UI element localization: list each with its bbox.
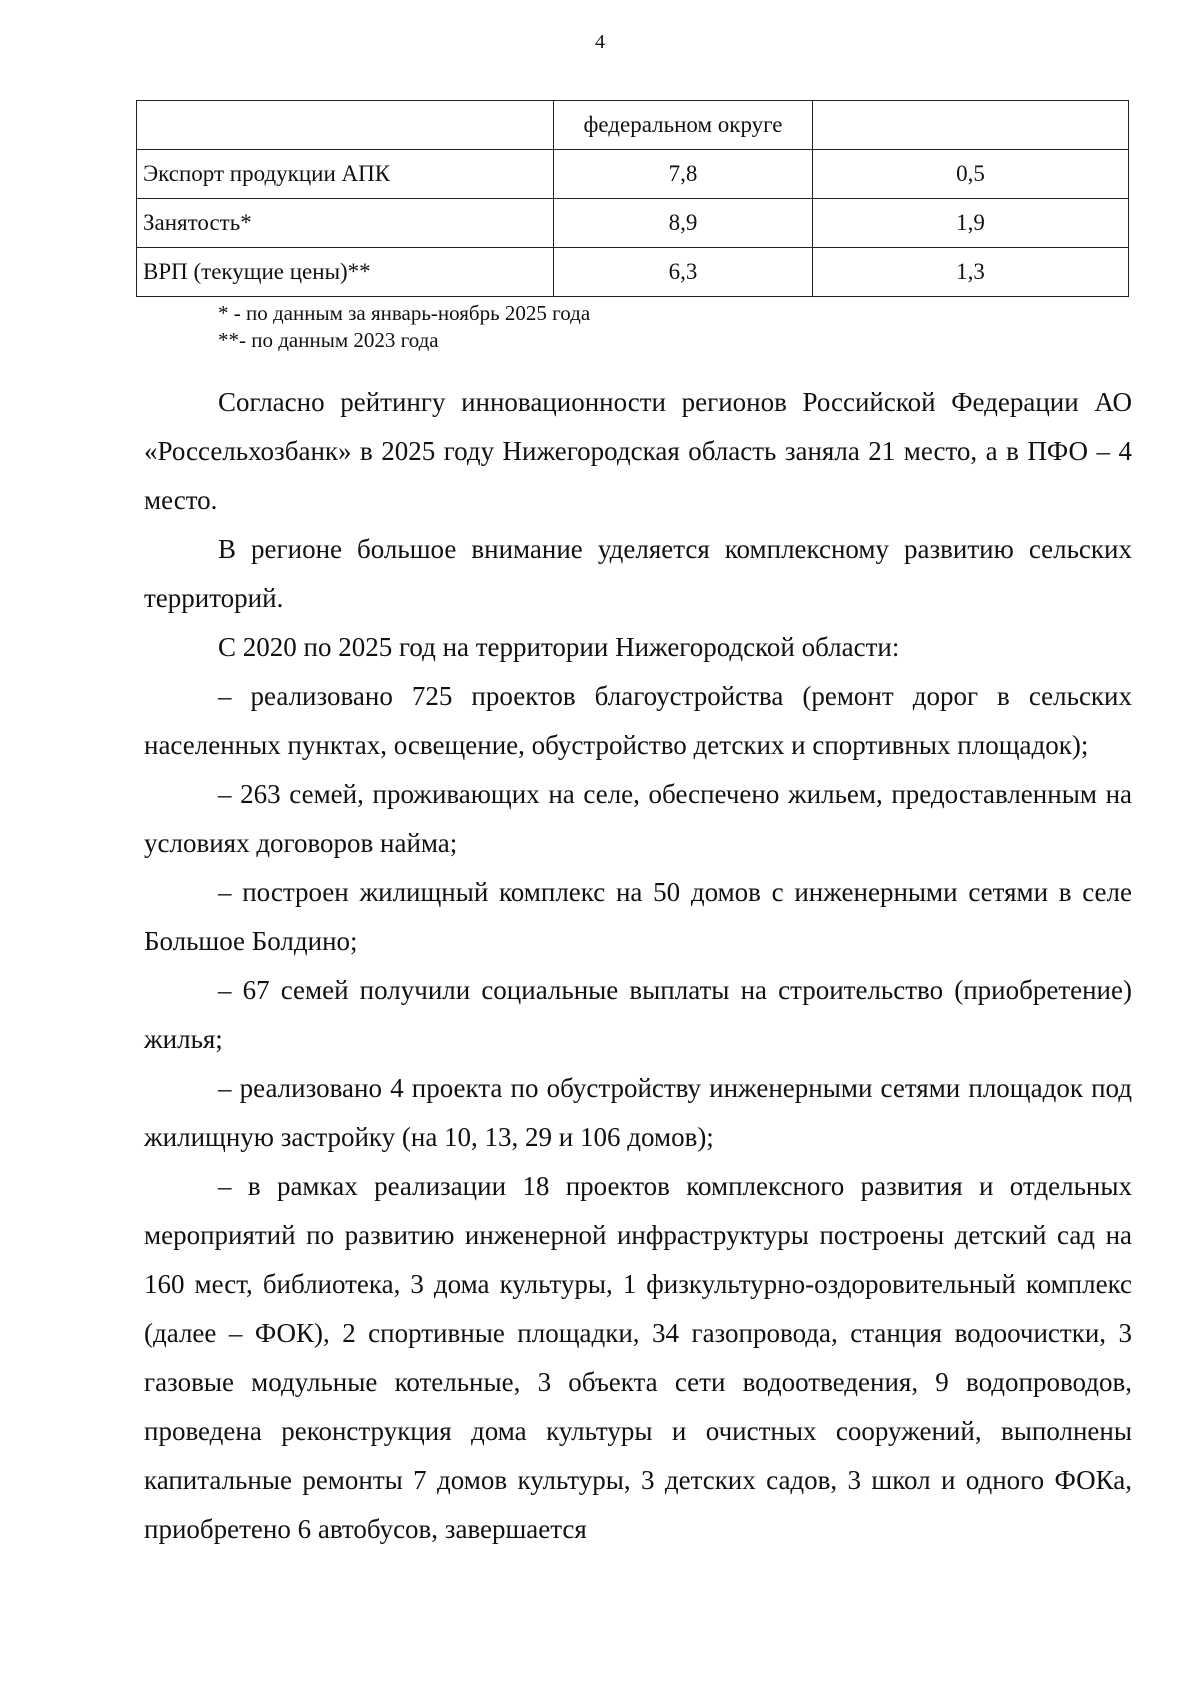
- footnote: **- по данным 2023 года: [218, 328, 439, 352]
- paragraph: С 2020 по 2025 год на территории Нижегородской области:: [218, 632, 900, 662]
- page-number: 4: [595, 31, 605, 53]
- table-row: [137, 248, 1129, 297]
- table-cell-indicator: [137, 101, 554, 150]
- table-cell-value: 0,5: [813, 150, 1129, 199]
- statistics-table: [136, 100, 1129, 297]
- list-item: – в рамках реализации 18 проектов комплексного развития и отдельных мероприятий по развитию инженерной инфраструктуры построены детский сад на 160 мест, библиотека, 3 дома культуры, 1 физкультурно-оздоровительный комплекс (далее – ФОК), 2 спортивные площадки, 34 газопровода, станция водоочистки, 3 газовые модульные котельные, 3 объекта сети водоотведения, 9 водопроводов, проведена реконструкция дома культуры и очистных сооружений, выполнены капитальные ремонты 7 домов культуры, 3 детских садов, 3 школ и одного ФОКа, приобретено 6 автобусов, завершается: [144, 1171, 1132, 1544]
- table-cell-indicator: Экспорт продукции АПК: [137, 150, 554, 199]
- footnote: * - по данным за январь-ноябрь 2025 года: [218, 301, 591, 325]
- table-footnotes: [218, 300, 590, 354]
- list-item: – 67 семей получили социальные выплаты на строительство (приобретение) жилья;: [144, 975, 1132, 1054]
- table-cell-value: 7,8: [554, 150, 813, 199]
- table-cell-indicator: ВРП (текущие цены)**: [137, 248, 554, 297]
- table-cell-value: 1,9: [813, 199, 1129, 248]
- table-row: [137, 101, 1129, 150]
- table-cell-value: [813, 101, 1129, 150]
- document-body: [144, 378, 1132, 1554]
- table-row: [137, 199, 1129, 248]
- table-row: [137, 150, 1129, 199]
- paragraph: Согласно рейтингу инновационности регионов Российской Федерации АО «Россельхозбанк» в 2025 году Нижегородская область заняла 21 место, а в ПФО – 4 место.: [144, 387, 1132, 515]
- table-cell-value: 6,3: [554, 248, 813, 297]
- table-cell-indicator: Занятость*: [137, 199, 554, 248]
- table-cell-value: федеральном округе: [554, 101, 813, 150]
- list-item: – реализовано 4 проекта по обустройству инженерными сетями площадок под жилищную застройку (на 10, 13, 29 и 106 домов);: [144, 1073, 1132, 1152]
- list-item: – реализовано 725 проектов благоустройства (ремонт дорог в сельских населенных пунктах, освещение, обустройство детских и спортивных площадок);: [144, 681, 1132, 760]
- table-cell-value: 1,3: [813, 248, 1129, 297]
- paragraph: В регионе большое внимание уделяется комплексному развитию сельских территорий.: [144, 534, 1132, 613]
- list-item: – 263 семей, проживающих на селе, обеспечено жильем, предоставленным на условиях договоров найма;: [144, 779, 1132, 858]
- list-item: – построен жилищный комплекс на 50 домов с инженерными сетями в селе Большое Болдино;: [144, 877, 1132, 956]
- table-cell-value: 8,9: [554, 199, 813, 248]
